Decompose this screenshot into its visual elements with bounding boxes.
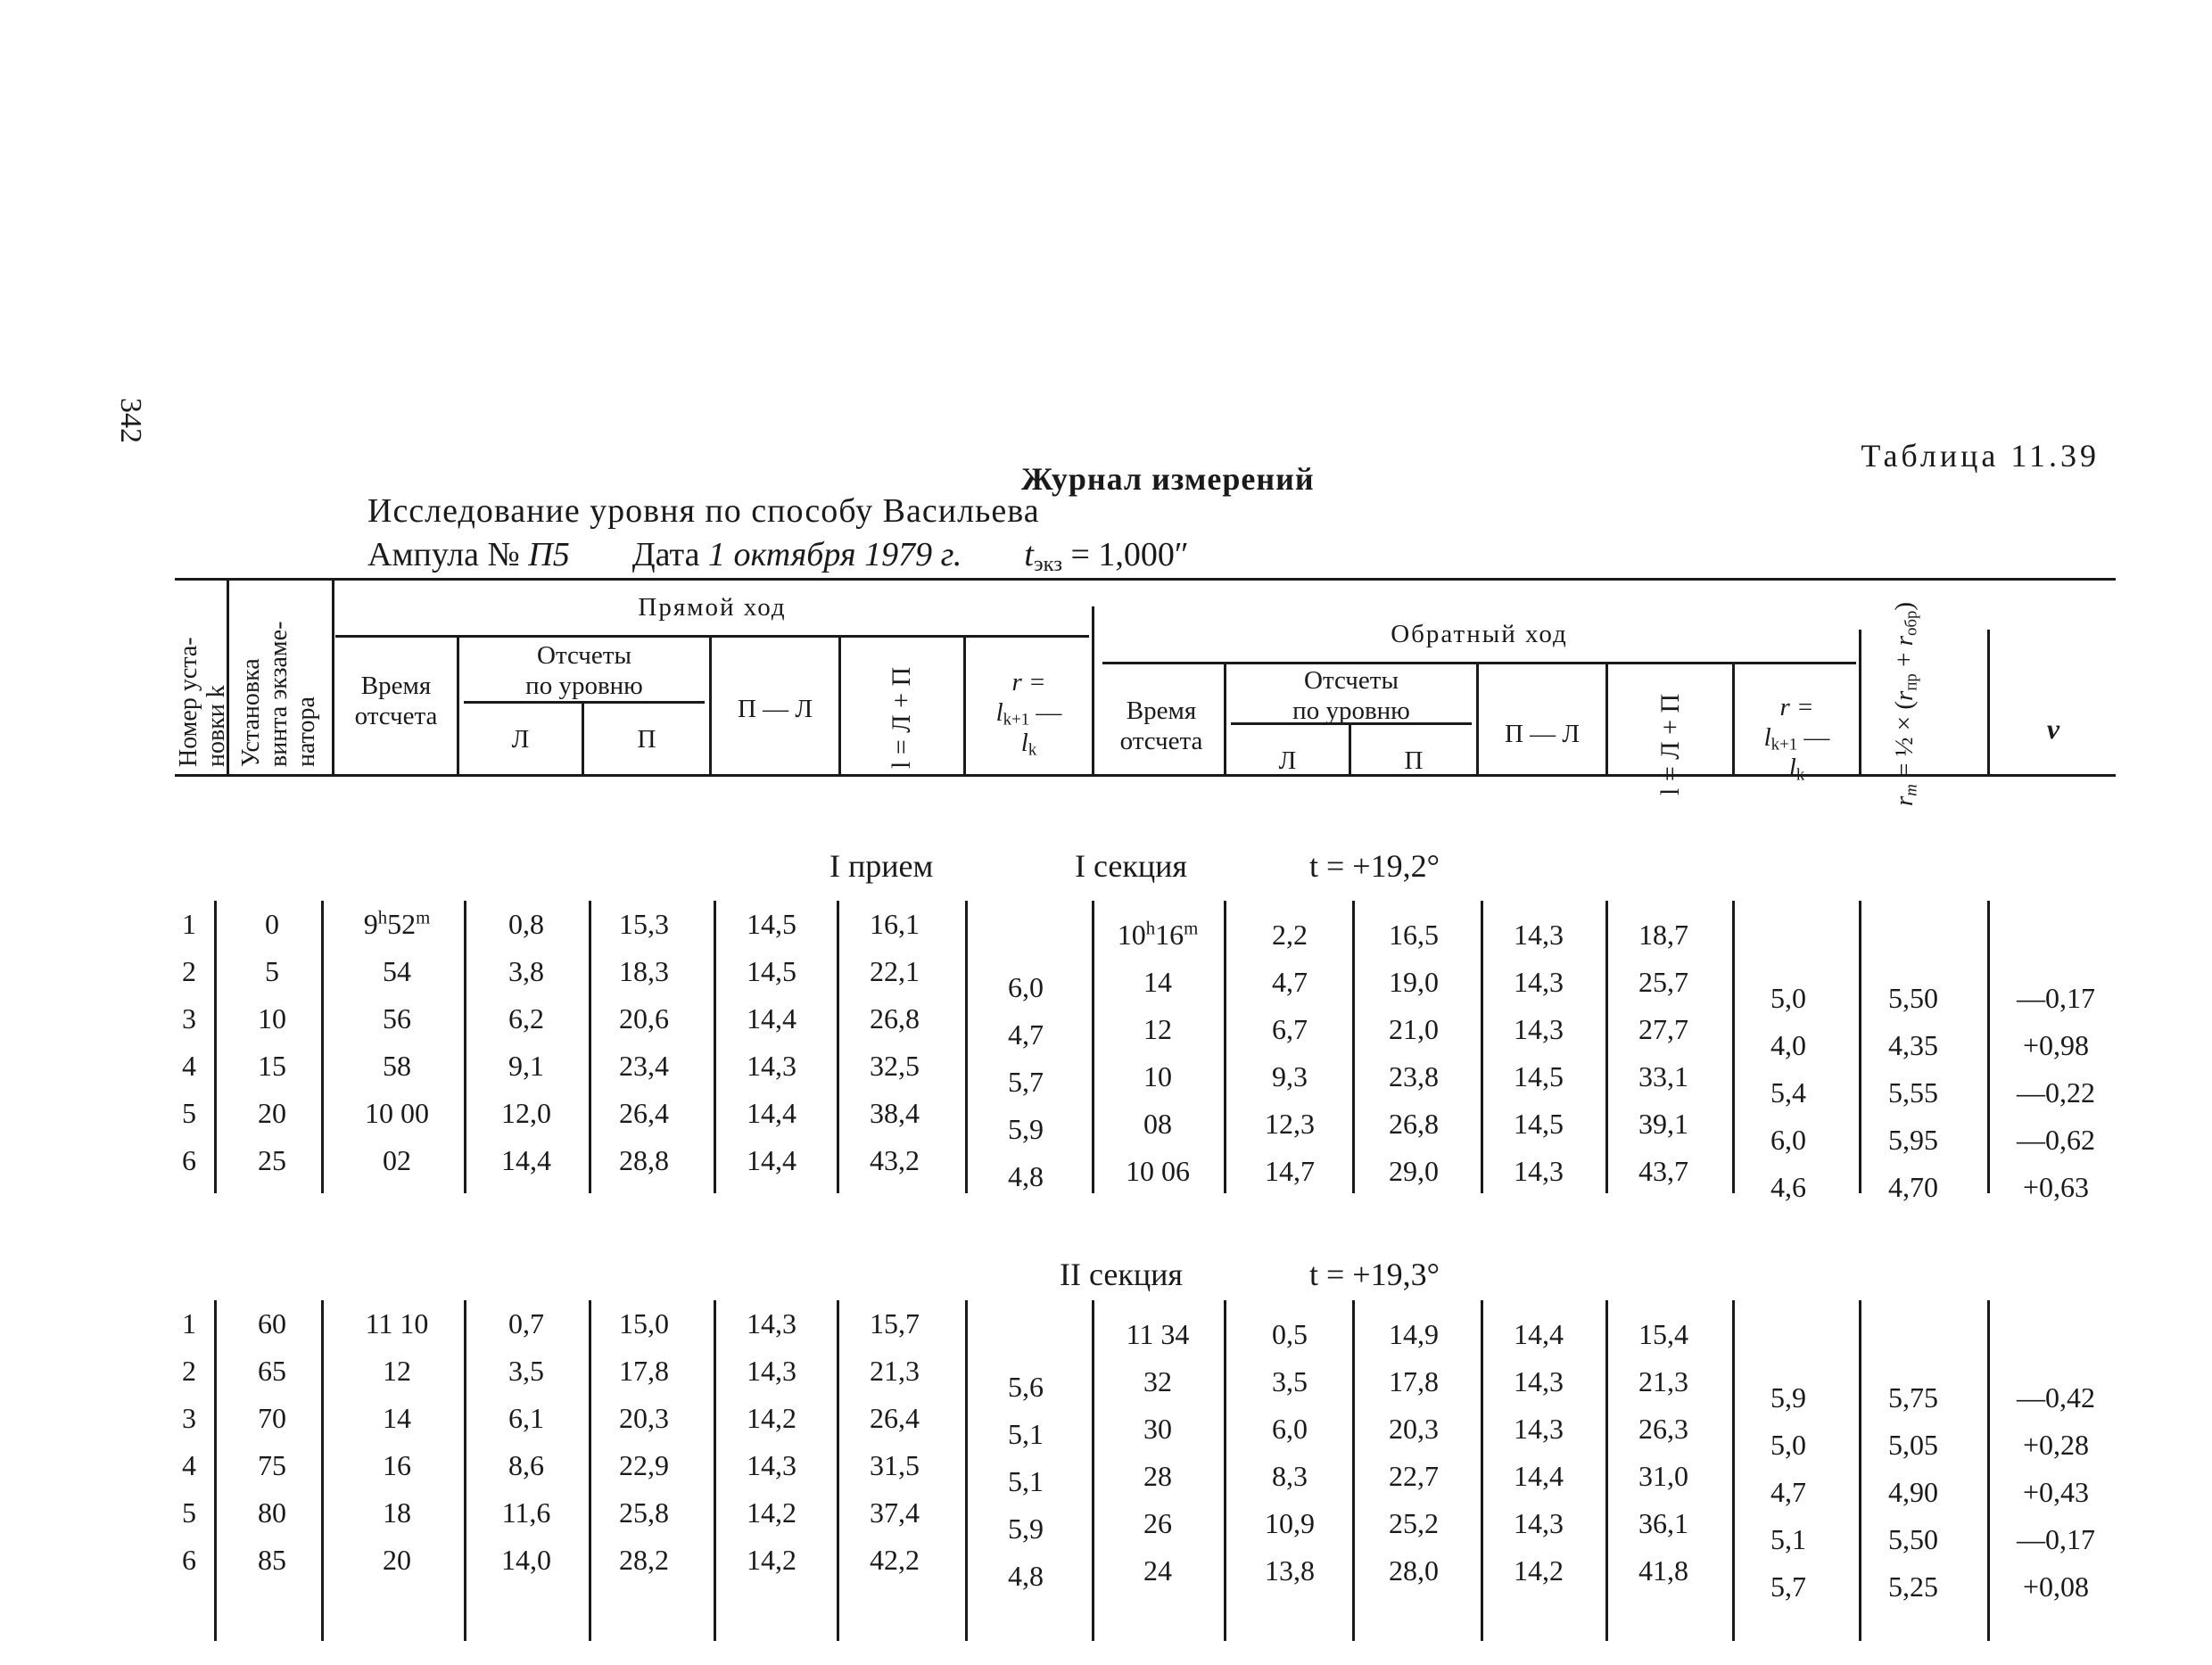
cell-f-l: 26,8: [870, 1002, 920, 1034]
header-backward-r: r = $l_{k+1}$ — $l_k$: [1763, 693, 1830, 785]
cell-b-l: 43,7: [1638, 1155, 1688, 1187]
cell-k: 3: [182, 1402, 196, 1434]
cell-b-P: 16,5: [1389, 919, 1439, 951]
cell-b-L: 9,3: [1272, 1060, 1308, 1092]
cell-f-time: 58: [383, 1050, 411, 1082]
cell-b-time: 12: [1143, 1013, 1172, 1045]
cell-b-r: 4,7: [1770, 1476, 1806, 1508]
cell-b-time: 14: [1143, 966, 1172, 998]
header-sep: [1987, 630, 1990, 774]
header-backward-p-minus-l: П — Л: [1504, 720, 1581, 748]
subtitle: Исследование уровня по способу Васильева: [367, 492, 1040, 530]
cell-screw: 75: [258, 1449, 286, 1481]
header-top-rule: [175, 578, 2116, 581]
cell-k: 2: [182, 1355, 196, 1387]
cell-v: +0,08: [2022, 1570, 2090, 1603]
cell-f-l: 31,5: [870, 1449, 920, 1481]
cell-f-PL: 14,4: [747, 1097, 796, 1129]
cell-b-L: 12,3: [1265, 1108, 1315, 1140]
cell-v: —0,17: [2017, 1523, 2095, 1555]
cell-b-r: 5,1: [1770, 1523, 1806, 1555]
cell-b-l: 27,7: [1638, 1013, 1688, 1045]
cell-b-PL: 14,3: [1514, 1155, 1564, 1187]
header-backward: Обратный ход: [1391, 620, 1568, 648]
cell-f-time: 10 00: [365, 1097, 429, 1129]
cell-f-time: 16: [383, 1449, 411, 1481]
cell-f-r: 5,9: [1008, 1113, 1044, 1145]
forward-readings-rule: [464, 701, 705, 704]
ampoule: Ампула № П5: [367, 536, 570, 573]
cell-f-P: 22,9: [619, 1449, 669, 1481]
cell-f-time: 11 10: [365, 1307, 429, 1339]
cell-rm: 5,25: [1888, 1570, 1938, 1603]
cell-f-P: 18,3: [619, 955, 669, 987]
cell-f-PL: 14,3: [747, 1355, 796, 1387]
cell-b-L: 10,9: [1265, 1507, 1315, 1539]
cell-f-P: 15,3: [619, 908, 669, 940]
cell-b-r: 5,0: [1770, 982, 1806, 1014]
cell-f-L: 12,0: [501, 1097, 551, 1129]
cell-b-P: 23,8: [1389, 1060, 1439, 1092]
section-temperature: t = +19,2°: [1309, 848, 1440, 884]
cell-rm: 4,90: [1888, 1476, 1938, 1508]
header-col-screw: Установка винта экзаме- натора: [237, 621, 320, 767]
cell-b-r: 4,0: [1770, 1029, 1806, 1061]
cell-f-P: 25,8: [619, 1496, 669, 1529]
cell-k: 1: [182, 908, 196, 940]
cell-f-r: 5,9: [1008, 1513, 1044, 1545]
cell-b-time: 30: [1143, 1413, 1172, 1445]
header-sep: [1476, 662, 1479, 774]
cell-b-PL: 14,3: [1514, 1413, 1564, 1445]
cell-f-time: 18: [383, 1496, 411, 1529]
header-sep: [1859, 630, 1861, 774]
cell-b-r: 5,9: [1770, 1381, 1806, 1414]
cell-b-r: 6,0: [1770, 1124, 1806, 1156]
cell-k: 6: [182, 1144, 196, 1176]
cell-f-P: 20,3: [619, 1402, 669, 1434]
cell-b-L: 8,3: [1272, 1460, 1308, 1492]
header-forward-p-minus-l: П — Л: [737, 695, 813, 723]
cell-b-time: 26: [1143, 1507, 1172, 1539]
cell-f-l: 38,4: [870, 1097, 920, 1129]
cell-b-PL: 14,3: [1514, 1507, 1564, 1539]
cell-f-P: 28,2: [619, 1544, 669, 1576]
cell-b-l: 26,3: [1638, 1413, 1688, 1445]
cell-f-P: 23,4: [619, 1050, 669, 1082]
cell-b-PL: 14,3: [1514, 966, 1564, 998]
cell-b-l: 15,4: [1638, 1318, 1688, 1350]
cell-f-r: 4,8: [1008, 1560, 1044, 1592]
cell-b-PL: 14,3: [1514, 919, 1564, 951]
column-separator: [1987, 901, 1990, 1193]
cell-f-l: 21,3: [870, 1355, 920, 1387]
cell-f-PL: 14,5: [747, 908, 796, 940]
cell-v: —0,42: [2017, 1381, 2095, 1414]
reception-label: I прием: [830, 848, 934, 884]
cell-f-P: 15,0: [619, 1307, 669, 1339]
cell-f-P: 28,8: [619, 1144, 669, 1176]
column-separator: [1224, 1300, 1226, 1641]
cell-f-L: 0,7: [508, 1307, 544, 1339]
cell-f-PL: 14,3: [747, 1449, 796, 1481]
header-sep: [1605, 662, 1608, 774]
cell-f-L: 14,0: [501, 1544, 551, 1576]
cell-b-PL: 14,4: [1514, 1460, 1564, 1492]
cell-v: +0,98: [2022, 1029, 2090, 1061]
date: Дата 1 октября 1979 г.: [631, 536, 962, 573]
cell-b-l: 31,0: [1638, 1460, 1688, 1492]
page-number: 342: [114, 398, 147, 443]
cell-v: +0,28: [2022, 1429, 2090, 1461]
cell-f-L: 14,4: [501, 1144, 551, 1176]
header-rm: $r_m$ = ½ × $(r_{пр} + r_{обр})$: [1890, 601, 1921, 806]
cell-rm: 4,35: [1888, 1029, 1938, 1061]
cell-rm: 5,95: [1888, 1124, 1938, 1156]
cell-b-P: 19,0: [1389, 966, 1439, 998]
cell-f-l: 32,5: [870, 1050, 920, 1082]
t-exam: $t_{экз} = 1,000''$: [1024, 536, 1189, 577]
cell-f-L: 6,2: [508, 1002, 544, 1034]
cell-b-l: 25,7: [1638, 966, 1688, 998]
cell-f-PL: 14,2: [747, 1402, 796, 1434]
cell-b-time: 11 34: [1126, 1318, 1190, 1350]
cell-screw: 80: [258, 1496, 286, 1529]
section-label: I секция: [1075, 848, 1187, 884]
cell-b-l: 36,1: [1638, 1507, 1688, 1539]
cell-b-P: 29,0: [1389, 1155, 1439, 1187]
cell-f-l: 22,1: [870, 955, 920, 987]
cell-f-time: 12: [383, 1355, 411, 1387]
date-value: 1 октября 1979 г.: [707, 536, 962, 573]
cell-f-l: 16,1: [870, 908, 920, 940]
cell-rm: 4,70: [1888, 1171, 1938, 1203]
cell-v: —0,17: [2017, 982, 2095, 1014]
cell-f-PL: 14,2: [747, 1544, 796, 1576]
journal-title: Журнал измерений: [1021, 461, 1315, 497]
cell-b-r: 4,6: [1770, 1171, 1806, 1203]
cell-b-P: 17,8: [1389, 1365, 1439, 1397]
cell-k: 3: [182, 1002, 196, 1034]
cell-b-L: 4,7: [1272, 966, 1308, 998]
cell-f-L: 11,6: [501, 1496, 551, 1529]
cell-b-time: 32: [1143, 1365, 1172, 1397]
cell-f-time: 9$^h$52$^m$: [363, 907, 431, 940]
cell-b-P: 20,3: [1389, 1413, 1439, 1445]
cell-b-time: 24: [1143, 1554, 1172, 1587]
header-sep: [838, 635, 841, 774]
header-backward-P: П: [1404, 746, 1424, 775]
header-sep: [1092, 606, 1094, 774]
forward-group-rule: [335, 635, 1089, 638]
cell-b-time: 10 06: [1126, 1155, 1190, 1187]
cell-k: 4: [182, 1050, 196, 1082]
cell-f-time: 02: [383, 1144, 411, 1176]
column-separator: [1987, 1300, 1990, 1641]
cell-rm: 5,75: [1888, 1381, 1938, 1414]
cell-b-P: 22,7: [1389, 1460, 1439, 1492]
cell-f-time: 14: [383, 1402, 411, 1434]
backward-group-rule: [1102, 662, 1856, 664]
cell-f-l: 43,2: [870, 1144, 920, 1176]
cell-f-P: 26,4: [619, 1097, 669, 1129]
cell-f-PL: 14,5: [747, 955, 796, 987]
cell-f-P: 17,8: [619, 1355, 669, 1387]
cell-b-l: 33,1: [1638, 1060, 1688, 1092]
header-v: v: [2046, 713, 2060, 745]
cell-k: 5: [182, 1496, 196, 1529]
cell-rm: 5,55: [1888, 1076, 1938, 1109]
cell-f-PL: 14,2: [747, 1496, 796, 1529]
cell-f-L: 0,8: [508, 908, 544, 940]
cell-b-P: 28,0: [1389, 1554, 1439, 1587]
cell-v: +0,63: [2022, 1171, 2090, 1203]
header-forward-l-sum: l = Л + П: [887, 666, 916, 769]
header-col-k: Номер уста- новки k: [175, 637, 230, 767]
header-forward: Прямой ход: [638, 593, 787, 622]
cell-screw: 65: [258, 1355, 286, 1387]
cell-k: 4: [182, 1449, 196, 1481]
header-sep: [332, 578, 334, 774]
cell-f-l: 37,4: [870, 1496, 920, 1529]
cell-b-P: 21,0: [1389, 1013, 1439, 1045]
cell-b-P: 26,8: [1389, 1108, 1439, 1140]
ampoule-value: П5: [528, 536, 570, 573]
cell-b-L: 3,5: [1272, 1365, 1308, 1397]
cell-k: 5: [182, 1097, 196, 1129]
header-backward-L: Л: [1278, 746, 1297, 775]
cell-b-time: 08: [1143, 1108, 1172, 1140]
cell-screw: 5: [265, 955, 279, 987]
cell-f-l: 26,4: [870, 1402, 920, 1434]
cell-v: +0,43: [2022, 1476, 2090, 1508]
cell-rm: 5,50: [1888, 1523, 1938, 1555]
column-separator: [1224, 901, 1226, 1193]
cell-v: —0,22: [2017, 1076, 2095, 1109]
cell-rm: 5,05: [1888, 1429, 1938, 1461]
cell-b-PL: 14,5: [1514, 1108, 1564, 1140]
cell-b-time: 10: [1143, 1060, 1172, 1092]
cell-f-PL: 14,3: [747, 1307, 796, 1339]
cell-k: 2: [182, 955, 196, 987]
cell-b-time: 28: [1143, 1460, 1172, 1492]
cell-f-PL: 14,4: [747, 1144, 796, 1176]
cell-f-l: 15,7: [870, 1307, 920, 1339]
cell-b-PL: 14,5: [1514, 1060, 1564, 1092]
cell-screw: 25: [258, 1144, 286, 1176]
header-backward-time: Время отсчета: [1119, 696, 1203, 755]
column-separator: [1092, 901, 1094, 1193]
header-forward-time: Время отсчета: [354, 672, 438, 730]
cell-f-r: 4,7: [1008, 1018, 1044, 1051]
cell-f-time: 56: [383, 1002, 411, 1034]
cell-f-time: 20: [383, 1544, 411, 1576]
header-forward-r: r = $l_{k+1}$ — $l_k$: [995, 668, 1062, 760]
cell-f-r: 4,8: [1008, 1160, 1044, 1192]
cell-b-PL: 14,3: [1514, 1365, 1564, 1397]
cell-b-l: 41,8: [1638, 1554, 1688, 1587]
cell-b-PL: 14,3: [1514, 1013, 1564, 1045]
cell-b-PL: 14,4: [1514, 1318, 1564, 1350]
cell-screw: 70: [258, 1402, 286, 1434]
ampoule-line: [367, 535, 1189, 577]
cell-b-L: 14,7: [1265, 1155, 1315, 1187]
cell-f-L: 3,5: [508, 1355, 544, 1387]
cell-f-PL: 14,3: [747, 1050, 796, 1082]
cell-b-r: 5,0: [1770, 1429, 1806, 1461]
header-backward-readings: Отсчеты по уровню: [1292, 666, 1410, 725]
cell-f-time: 54: [383, 955, 411, 987]
cell-b-l: 21,3: [1638, 1365, 1688, 1397]
cell-b-P: 25,2: [1389, 1507, 1439, 1539]
cell-b-L: 6,0: [1272, 1413, 1308, 1445]
header-forward-P: П: [637, 725, 656, 754]
cell-screw: 60: [258, 1307, 286, 1339]
cell-b-r: 5,7: [1770, 1570, 1806, 1603]
cell-screw: 20: [258, 1097, 286, 1129]
cell-screw: 10: [258, 1002, 286, 1034]
cell-f-P: 20,6: [619, 1002, 669, 1034]
cell-b-l: 18,7: [1638, 919, 1688, 951]
cell-f-L: 9,1: [508, 1050, 544, 1082]
cell-b-L: 6,7: [1272, 1013, 1308, 1045]
cell-b-P: 14,9: [1389, 1318, 1439, 1350]
cell-b-r: 5,4: [1770, 1076, 1806, 1109]
cell-f-r: 6,0: [1008, 971, 1044, 1003]
cell-b-l: 39,1: [1638, 1108, 1688, 1140]
table-label: Таблица 11.39: [1861, 438, 2100, 474]
cell-f-l: 42,2: [870, 1544, 920, 1576]
cell-f-L: 6,1: [508, 1402, 544, 1434]
cell-screw: 0: [265, 908, 279, 940]
cell-f-r: 5,1: [1008, 1465, 1044, 1497]
cell-f-r: 5,1: [1008, 1418, 1044, 1450]
cell-b-L: 2,2: [1272, 919, 1308, 951]
cell-b-L: 0,5: [1272, 1318, 1308, 1350]
cell-k: 1: [182, 1307, 196, 1339]
section-temperature: t = +19,3°: [1309, 1257, 1440, 1292]
column-separator: [1092, 1300, 1094, 1641]
cell-v: —0,62: [2017, 1124, 2095, 1156]
header-forward-readings: Отсчеты по уровню: [525, 641, 643, 700]
section-label: II секция: [1060, 1257, 1183, 1292]
cell-b-time: 10$^h$16$^m$: [1117, 918, 1199, 951]
header-backward-l-sum: l = Л + П: [1655, 693, 1685, 795]
cell-f-r: 5,7: [1008, 1066, 1044, 1098]
cell-f-L: 8,6: [508, 1449, 544, 1481]
cell-b-PL: 14,2: [1514, 1554, 1564, 1587]
cell-rm: 5,50: [1888, 982, 1938, 1014]
cell-screw: 85: [258, 1544, 286, 1576]
cell-f-L: 3,8: [508, 955, 544, 987]
cell-k: 6: [182, 1544, 196, 1576]
header-forward-L: Л: [511, 725, 530, 754]
cell-f-r: 5,6: [1008, 1371, 1044, 1403]
cell-screw: 15: [258, 1050, 286, 1082]
cell-f-PL: 14,4: [747, 1002, 796, 1034]
cell-b-L: 13,8: [1265, 1554, 1315, 1587]
